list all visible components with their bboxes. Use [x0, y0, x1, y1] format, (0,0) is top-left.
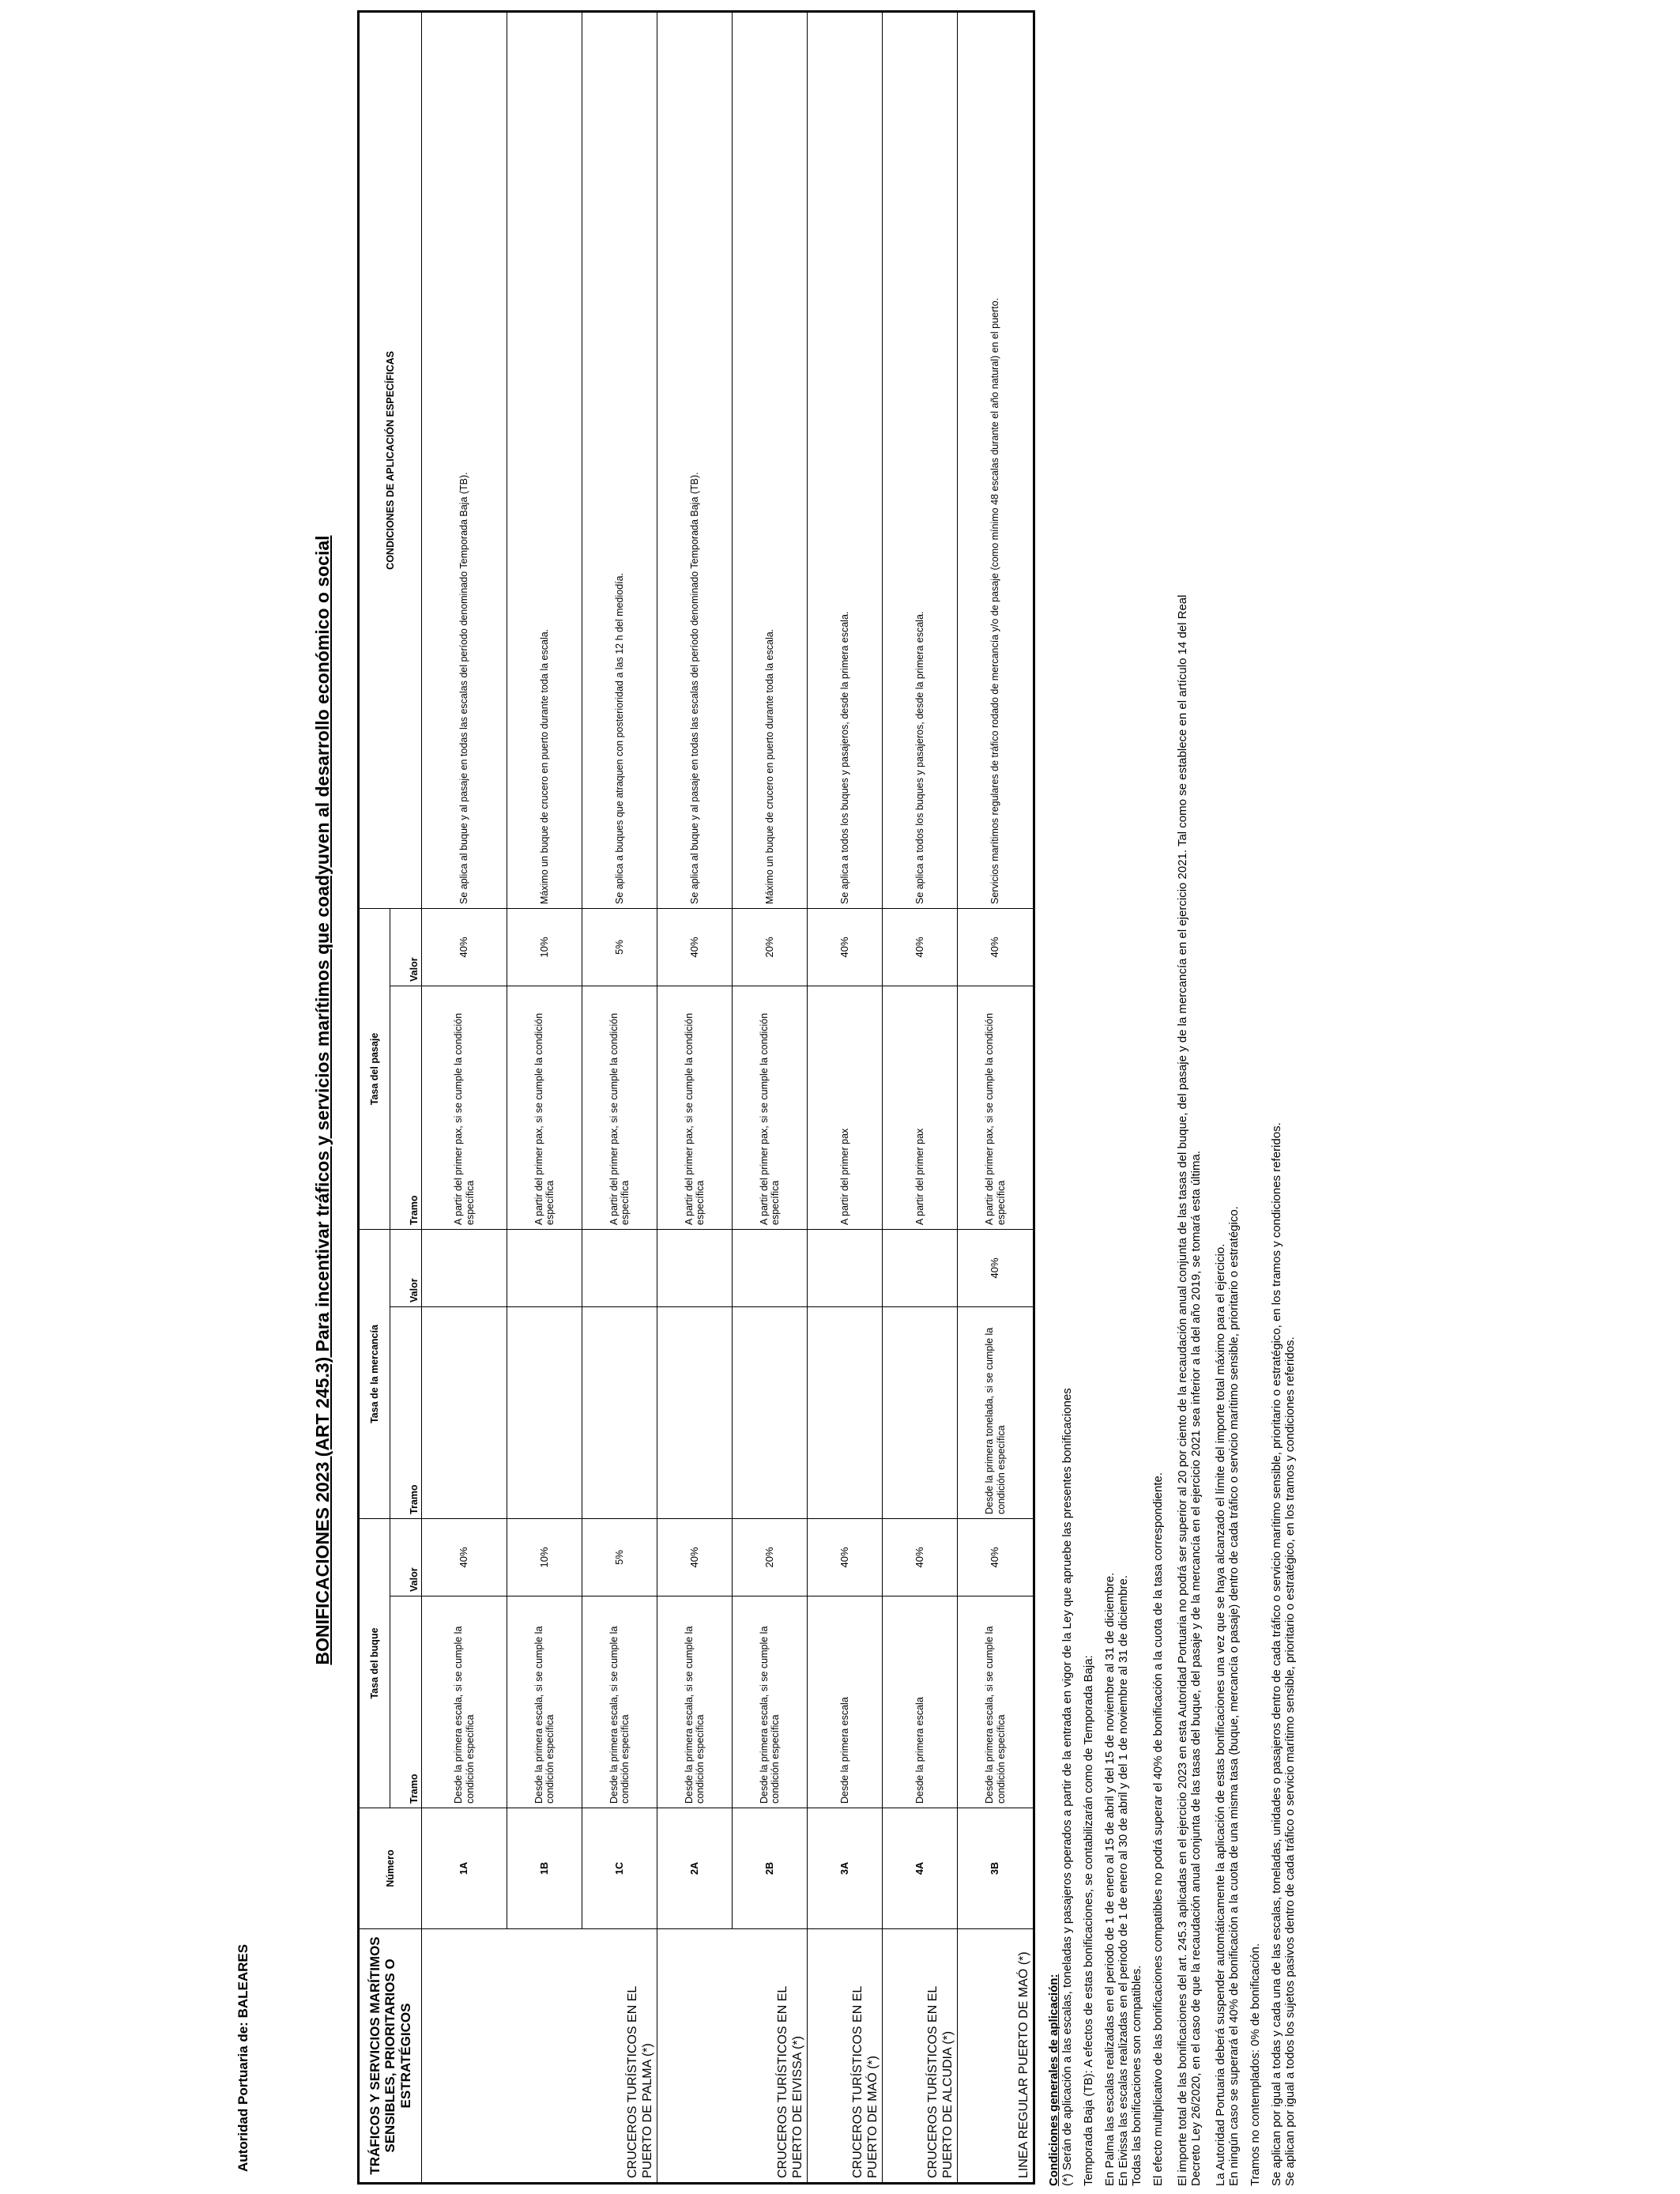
mercancia-tramo — [883, 1306, 958, 1518]
mercancia-valor — [422, 1229, 507, 1306]
row-number: 2B — [733, 1808, 808, 1929]
row-conditions: Se aplica a todos los buques y pasajeros, desde la primera escala. — [808, 11, 883, 908]
condition-line: En ningún caso se superará el 40% de bonificación a la cuota de una misma tasa (buque, mercancía o pasaje) dentro de cada tráfico o servicio marítimo sensible, prioritario o estratégico. — [1227, 1206, 1241, 2186]
table-row-4a — [883, 11, 958, 2183]
header-tasa-pasaje: Tasa del pasaje — [359, 908, 390, 1229]
port-authority-label: Autoridad Portuaria de: BALEARES — [235, 1943, 250, 2172]
condition-line: Decreto Ley 26/2020, en el caso de que la recaudación anual conjunta de las tasas del buque, del pasaje y de la mercancía en el ejercicio 2021 sea inferior a la del año 2019, se tomará esta última. — [1189, 1150, 1203, 2186]
row-number: 2A — [657, 1808, 733, 1929]
row-conditions: Máximo un buque de crucero en puerto durante toda la escala. — [507, 11, 582, 908]
condition-line: En Eivissa las escalas realizadas en el periodo de 1 de enero al 30 de abril y del 1 de noviembre al 31 de diciembre. — [1117, 1575, 1130, 2186]
header-pasaje-valor: Valor — [390, 908, 422, 986]
condition-line: Se aplican por igual a todos los sujetos pasivos dentro de cada tráfico o servicio marítimo sensible, prioritario o estratégico, en los tramos y condiciones referidos. — [1283, 1336, 1297, 2186]
condition-line: (*) Serán de aplicación a las escalas, toneladas y pasajeros operados a partir de la entrada en vigor de la Ley que apruebe las presentes bonificaciones — [1060, 1388, 1074, 2186]
buque-tramo: Desde la primera escala, si se cumple la condición específica — [582, 1596, 657, 1808]
header-mercancia-tramo: Tramo — [390, 1306, 422, 1518]
pasaje-valor: 40% — [422, 908, 507, 986]
pasaje-valor: 40% — [808, 908, 883, 986]
table-row-1c — [582, 11, 657, 2183]
mercancia-tramo — [657, 1306, 733, 1518]
condition-line: Todas las bonificaciones son compatibles. — [1130, 1965, 1143, 2186]
row-number: 3A — [808, 1808, 883, 1929]
buque-tramo: Desde la primera escala — [883, 1596, 958, 1808]
mercancia-tramo — [808, 1306, 883, 1518]
pasaje-tramo: A partir del primer pax — [883, 986, 958, 1229]
bonus-table — [357, 10, 1035, 2185]
condition-line: La Autoridad Portuaria deberá suspender automáticamente la aplicación de estas bonificaciones una vez que se haya alcanzado el límite del importe total máximo para el ejercicio. — [1214, 1243, 1227, 2186]
row-number: 1C — [582, 1808, 657, 1929]
row-conditions: Se aplica al buque y al pasaje en todas las escalas del período denominado Temporada Baja (TB). — [422, 11, 507, 908]
pasaje-valor: 20% — [733, 908, 808, 986]
table-row-2a — [657, 11, 733, 2183]
mercancia-valor — [733, 1229, 808, 1306]
buque-tramo: Desde la primera escala, si se cumple la condición específica — [507, 1596, 582, 1808]
general-conditions — [1047, 21, 1297, 2186]
pasaje-valor: 10% — [507, 908, 582, 986]
conditions-title: Condiciones generales de aplicación: — [1047, 1973, 1060, 2186]
pasaje-tramo: A partir del primer pax, si se cumple la condición específica — [958, 986, 1034, 1229]
pasaje-tramo: A partir del primer pax — [808, 986, 883, 1229]
row-conditions: Máximo un buque de crucero en puerto durante toda la escala. — [733, 11, 808, 908]
header-mercancia-valor: Valor — [390, 1229, 422, 1306]
mercancia-tramo — [733, 1306, 808, 1518]
table-row-1a — [422, 11, 507, 2183]
condition-line: Temporada Baja (TB): A efectos de estas bonificaciones, se contabilizarán como de Temporada Baja: — [1082, 1655, 1095, 2186]
header-tasa-mercancia: Tasa de la mercancía — [359, 1229, 390, 1518]
buque-valor: 40% — [958, 1518, 1034, 1596]
pasaje-valor: 40% — [958, 908, 1034, 986]
condition-line: Se aplican por igual a todas y cada una de las escalas, toneladas, unidades o pasajeros dentro de cada tráfico o servicio marítimo sensible, prioritario o estratégico, en los tramos y condiciones referidos. — [1270, 1122, 1283, 2186]
condition-line: Tramos no contemplados: 0% de bonificación. — [1249, 1943, 1262, 2186]
condition-line: El importe total de las bonificaciones del art. 245.3 aplicadas en el ejercicio 2023 en esta Autoridad Portuaria no podrá ser superior al 20 por ciento de la recaudación anual conjunta de las tasas del buque, del pasaje y de la mercancía en el ejercicio 2021. Tal como se establece en el artículo 14 del Real — [1176, 594, 1189, 2186]
row-conditions: Se aplica a todos los buques y pasajeros, desde la primera escala. — [883, 11, 958, 908]
pasaje-tramo: A partir del primer pax, si se cumple la condición específica — [507, 986, 582, 1229]
traffic-alcudia: CRUCEROS TURÍSTICOS EN EL PUERTO DE ALCUDIA (*) — [883, 1929, 958, 2184]
row-conditions: Se aplica al buque y al pasaje en todas las escalas del período denominado Temporada Baja (TB). — [657, 11, 733, 908]
row-number: 1B — [507, 1808, 582, 1929]
buque-valor: 40% — [883, 1518, 958, 1596]
pasaje-tramo: A partir del primer pax, si se cumple la condición específica — [422, 986, 507, 1229]
traffic-palma: CRUCEROS TURÍSTICOS EN EL PUERTO DE PALMA (*) — [422, 1929, 657, 2184]
pasaje-tramo: A partir del primer pax, si se cumple la condición específica — [733, 986, 808, 1229]
buque-valor: 40% — [808, 1518, 883, 1596]
mercancia-tramo — [422, 1306, 507, 1518]
buque-tramo: Desde la primera escala, si se cumple la condición específica — [657, 1596, 733, 1808]
mercancia-tramo — [582, 1306, 657, 1518]
traffic-eivissa: CRUCEROS TURÍSTICOS EN EL PUERTO DE EIVISSA (*) — [657, 1929, 808, 2184]
condition-line: El efecto multiplicativo de las bonificaciones compatibles no podrá superar el 40% de bonificación a la cuota de la tasa correspondiente. — [1151, 1472, 1165, 2186]
buque-tramo: Desde la primera escala, si se cumple la condición específica — [733, 1596, 808, 1808]
buque-tramo: Desde la primera escala, si se cumple la condición específica — [958, 1596, 1034, 1808]
buque-valor: 10% — [507, 1518, 582, 1596]
buque-valor: 5% — [582, 1518, 657, 1596]
traffic-linea-regular-mao: LINEA REGULAR PUERTO DE MAÓ (*) — [958, 1929, 1034, 2184]
mercancia-valor — [883, 1229, 958, 1306]
traffic-mao: CRUCEROS TURÍSTICOS EN EL PUERTO DE MAÓ (*) — [808, 1929, 883, 2184]
header-traffic: TRÁFICOS Y SERVICIOS MARÍTIMOS SENSIBLES, PRIORITARIOS O ESTRATÉGICOS — [359, 1929, 422, 2184]
row-number: 1A — [422, 1808, 507, 1929]
pasaje-tramo: A partir del primer pax, si se cumple la condición específica — [582, 986, 657, 1229]
mercancia-valor — [507, 1229, 582, 1306]
mercancia-valor — [808, 1229, 883, 1306]
pasaje-tramo: A partir del primer pax, si se cumple la condición específica — [657, 986, 733, 1229]
header-pasaje-tramo: Tramo — [390, 986, 422, 1229]
header-buque-tramo: Tramo — [390, 1596, 422, 1808]
buque-tramo: Desde la primera escala — [808, 1596, 883, 1808]
table-row-1b — [507, 11, 582, 2183]
buque-valor: 40% — [422, 1518, 507, 1596]
document-title: BONIFICACIONES 2023 (ART 245.3) Para incentivar tráficos y servicios marítimos que coadyuven al desarrollo económico o social — [312, 535, 333, 1665]
mercancia-valor: 40% — [958, 1229, 1034, 1306]
mercancia-valor — [657, 1229, 733, 1306]
header-buque-valor: Valor — [390, 1518, 422, 1596]
header-tasa-buque: Tasa del buque — [359, 1518, 390, 1808]
mercancia-tramo: Desde la primera tonelada, si se cumple la condición específica — [958, 1306, 1034, 1518]
header-conditions: CONDICIONES DE APLICACIÓN ESPECÍFICAS — [359, 11, 422, 908]
mercancia-valor — [582, 1229, 657, 1306]
row-conditions: Se aplica a buques que atraquen con posterioridad a las 12 h del mediodía. — [582, 11, 657, 908]
mercancia-tramo — [507, 1306, 582, 1518]
buque-valor: 40% — [657, 1518, 733, 1596]
table-row-3a — [808, 11, 883, 2183]
row-number: 4A — [883, 1808, 958, 1929]
row-number: 3B — [958, 1808, 1034, 1929]
table-row-3b — [958, 11, 1034, 2183]
buque-valor: 20% — [733, 1518, 808, 1596]
table-row-2b — [733, 11, 808, 2183]
pasaje-valor: 40% — [883, 908, 958, 986]
buque-tramo: Desde la primera escala, si se cumple la condición específica — [422, 1596, 507, 1808]
pasaje-valor: 40% — [657, 908, 733, 986]
header-numero: Número — [359, 1808, 422, 1929]
condition-line: En Palma las escalas realizadas en el periodo de 1 de enero al 15 de abril y del 15 de noviembre al 31 de diciembre. — [1103, 1572, 1117, 2186]
row-conditions: Servicios marítimos regulares de tráfico rodado de mercancía y/o de pasaje (como mínimo 48 escalas durante el año natural) en el puerto. — [958, 11, 1034, 908]
pasaje-valor: 5% — [582, 908, 657, 986]
